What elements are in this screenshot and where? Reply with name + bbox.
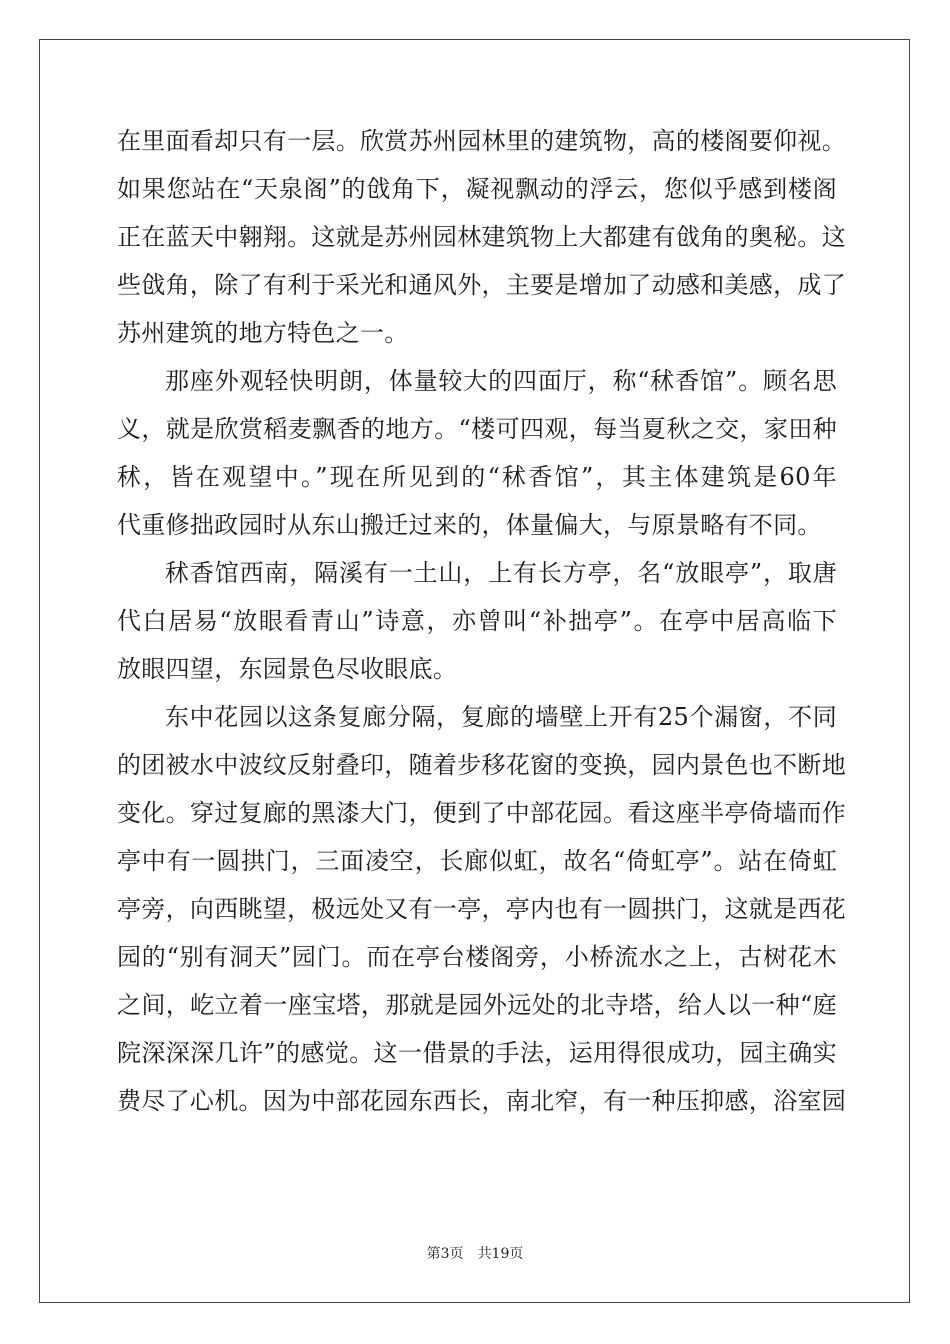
text-line: 变化。穿过复廊的黑漆大门，便到了中部花园。看这座半亭倚墙而作 xyxy=(117,799,846,827)
page-footer xyxy=(0,1244,950,1264)
text-line: 费尽了心机。因为中部花园东西长，南北窄，有一种压抑感，浴室园 xyxy=(117,1087,846,1115)
page-total: 共19页 xyxy=(477,1246,524,1262)
paragraph-4 xyxy=(117,693,846,1125)
text-line: 秫香馆西南，隔溪有一土山，上有长方亭，名“放眼亭”，取唐 xyxy=(165,559,837,587)
paragraph-3 xyxy=(117,549,837,693)
text-line: 义，就是欣赏稻麦飘香的地方。“楼可四观，每当夏秋之交，家田种 xyxy=(117,415,837,443)
paragraph-2 xyxy=(117,357,837,549)
text-line: 代重修拙政园时从东山搬迁过来的，体量偏大，与原景略有不同。 xyxy=(117,511,822,539)
text-line: 苏州建筑的地方特色之一。 xyxy=(117,319,409,347)
paragraph-1 xyxy=(117,117,846,357)
text-line: 些戗角，除了有利于采光和通风外，主要是增加了动感和美感，成了 xyxy=(117,271,846,299)
text-line: 院深深深几许”的感觉。这一借景的手法，运用得很成功，园主确实 xyxy=(117,1039,837,1067)
text-line: 亭旁，向西眺望，极远处又有一亭，亭内也有一圆拱门，这就是西花 xyxy=(117,895,846,923)
text-line: 放眼四望，东园景色尽收眼底。 xyxy=(117,655,458,683)
text-line: 的团被水中波纹反射叠印，随着步移花窗的变换，园内景色也不断地 xyxy=(117,751,846,779)
page-number: 第3页 xyxy=(426,1246,464,1262)
text-line: 园的“别有洞天”园门。而在亭台楼阁旁，小桥流水之上，古树花木 xyxy=(117,943,837,971)
text-line: 那座外观轻快明朗，体量较大的四面厅，称“秫香馆”。顾名思 xyxy=(165,367,837,395)
document-body xyxy=(117,117,846,1125)
text-line: 如果您站在“天泉阁”的戗角下，凝视飘动的浮云，您似乎感到楼阁 xyxy=(117,175,837,203)
text-line: 代白居易“放眼看青山”诗意，亦曾叫“补拙亭”。在亭中居高临下 xyxy=(117,607,837,635)
text-line: 秫，皆在观望中。”现在所见到的“秫香馆”，其主体建筑是60年 xyxy=(117,463,837,491)
text-line: 在里面看却只有一层。欣赏苏州园林里的建筑物，高的楼阁要仰视。 xyxy=(117,127,846,155)
text-line: 亭中有一圆拱门，三面凌空，长廊似虹，故名“倚虹亭”。站在倚虹 xyxy=(117,847,837,875)
text-line: 之间，屹立着一座宝塔，那就是园外远处的北寺塔，给人以一种“庭 xyxy=(117,991,837,1019)
text-line: 东中花园以这条复廊分隔，复廊的墙壁上开有25个漏窗，不同 xyxy=(165,703,837,731)
text-line: 正在蓝天中翱翔。这就是苏州园林建筑物上大都建有戗角的奥秘。这 xyxy=(117,223,846,251)
